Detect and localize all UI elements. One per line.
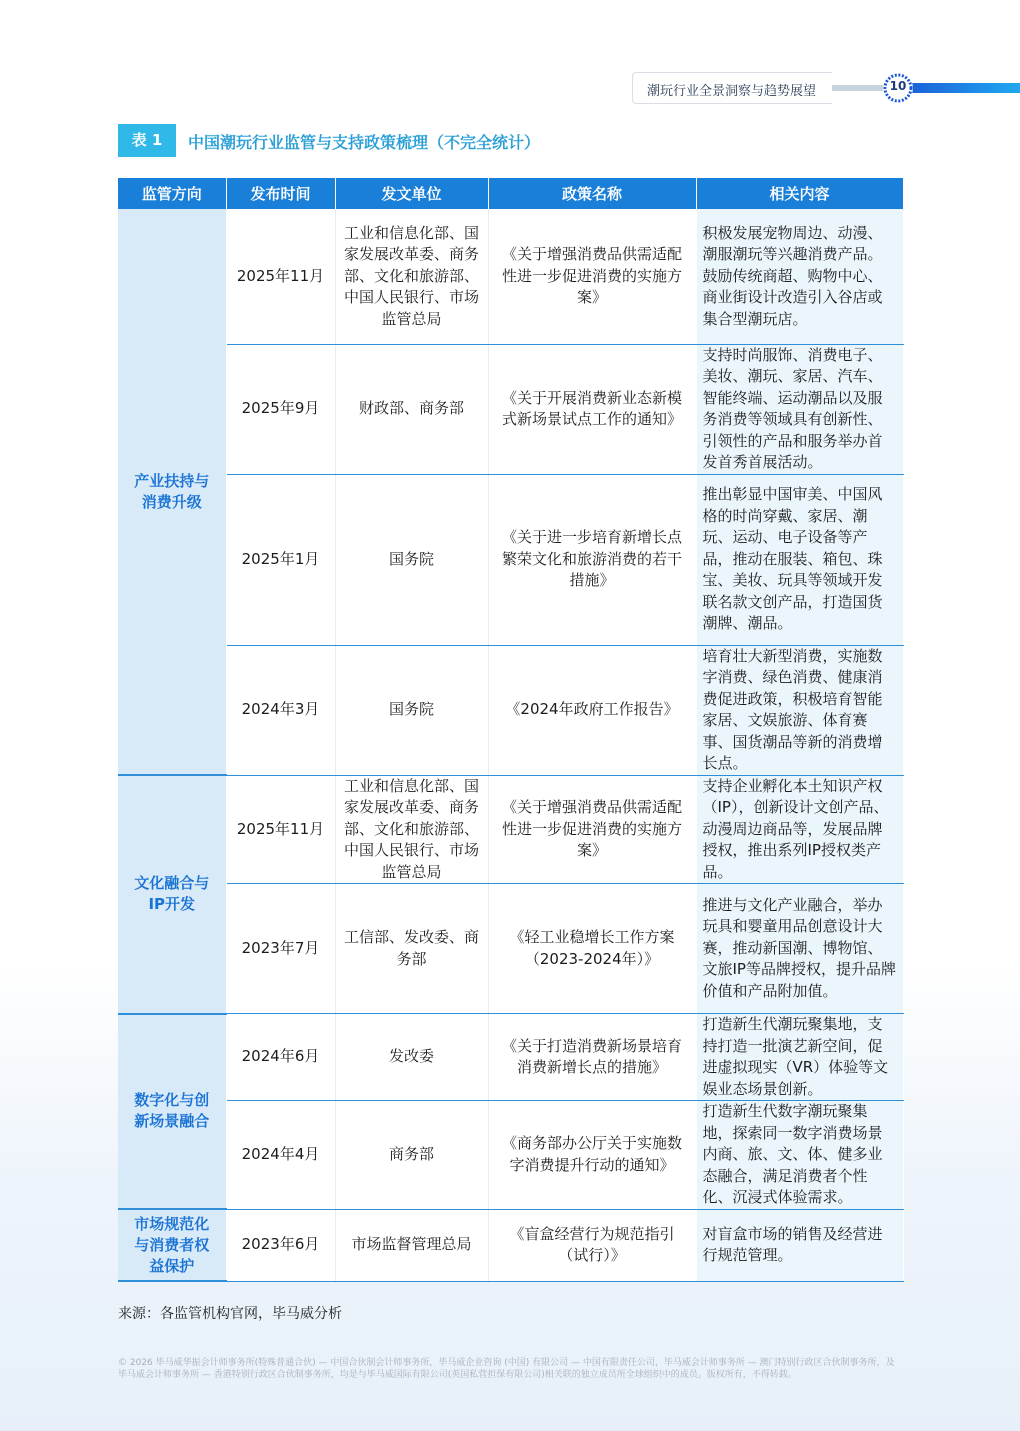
content-cell: 推出彰显中国审美、中国风格的时尚穿戴、家居、潮玩、运动、电子设备等产品，推动在服装、箱包、珠宝、美妆、玩具等领域开发联名款文创产品，打造国货潮牌、潮品。: [696, 474, 903, 645]
date-cell: 2025年9月: [226, 344, 335, 474]
column-header-direction: 监管方向: [118, 178, 226, 209]
date-cell: 2024年6月: [226, 1014, 335, 1101]
policy-cell: 《关于开展消费新业态新模式新场景试点工作的通知》: [488, 344, 696, 474]
date-cell: 2023年7月: [226, 884, 335, 1014]
policy-table: [118, 178, 904, 1282]
org-cell: 财政部、商务部: [335, 344, 488, 474]
content-cell: 打造新生代数字潮玩聚集地，探索同一数字消费场景内商、旅、文、体、健多业态融合，满足消费者个性化、沉浸式体验需求。: [696, 1101, 903, 1210]
date-cell: 2025年11月: [226, 209, 335, 344]
category-cell: [118, 775, 226, 1014]
org-cell: 国务院: [335, 645, 488, 775]
source-note: 来源：各监管机构官网，毕马威分析: [118, 1306, 342, 1322]
content-cell: 支持企业孵化本土知识产权（IP），创新设计文创产品、动漫周边商品等，发展品牌授权，推出系列IP授权类产品。: [696, 775, 903, 884]
category-cell: [118, 209, 226, 775]
table-row: [118, 1209, 903, 1281]
table-row: [118, 1014, 903, 1101]
column-header-policy: 政策名称: [488, 178, 696, 209]
org-cell: 工信部、发改委、商务部: [335, 884, 488, 1014]
table-row: [118, 645, 903, 775]
org-cell: 工业和信息化部、国家发展改革委、商务部、文化和旅游部、中国人民银行、市场监管总局: [335, 209, 488, 344]
policy-cell: 《关于增强消费品供需适配性进一步促进消费的实施方案》: [488, 775, 696, 884]
policy-cell: 《关于进一步培育新增长点繁荣文化和旅游消费的若干措施》: [488, 474, 696, 645]
table-row: [118, 1101, 903, 1210]
content-cell: 对盲盒市场的销售及经营进行规范管理。: [696, 1209, 903, 1281]
category-cell: [118, 1014, 226, 1210]
copyright-footer: © 2026 毕马威华振会计师事务所(特殊普通合伙) — 中国合伙制会计师事务所，毕马威企业咨询 (中国) 有限公司 — 中国有限责任公司，毕马威会计师事务所 — 澳门特别行政区合伙制事务所，及毕马威会计师事务所 — 香港特别行政区合伙制事务所，均是与毕马威国际有限公司(英国私营担保有限公司)相关联的独立成员所全球组织中的成员。版权所有，不得转载。: [118, 1358, 895, 1380]
policy-cell: 《商务部办公厅关于实施数字消费提升行动的通知》: [488, 1101, 696, 1210]
date-cell: 2023年6月: [226, 1209, 335, 1281]
table-title: 中国潮玩行业监管与支持政策梳理（不完全统计）: [188, 133, 541, 152]
content-cell: 推进与文化产业融合，举办玩具和婴童用品创意设计大赛，推动新国潮、博物馆、文旅IP等品牌授权，提升品牌价值和产品附加值。: [696, 884, 903, 1014]
org-cell: 商务部: [335, 1101, 488, 1210]
content-cell: 打造新生代潮玩聚集地，支持打造一批演艺新空间，促进虚拟现实（VR）体验等文娱业态场景创新。: [696, 1014, 903, 1101]
policy-cell: 《关于增强消费品供需适配性进一步促进消费的实施方案》: [488, 209, 696, 344]
table-row: [118, 775, 903, 884]
org-cell: 工业和信息化部、国家发展改革委、商务部、文化和旅游部、中国人民银行、市场监管总局: [335, 775, 488, 884]
date-cell: 2024年4月: [226, 1101, 335, 1210]
content-cell: 积极发展宠物周边、动漫、潮服潮玩等兴趣消费产品。鼓励传统商超、购物中心、商业街设计改造引入谷店或集合型潮玩店。: [696, 209, 903, 344]
org-cell: 国务院: [335, 474, 488, 645]
content-cell: 培育壮大新型消费，实施数字消费、绿色消费、健康消费促进政策，积极培育智能家居、文娱旅游、体育赛事、国货潮品等新的消费增长点。: [696, 645, 903, 775]
table-row: [118, 344, 903, 474]
date-cell: 2024年3月: [226, 645, 335, 775]
date-cell: 2025年1月: [226, 474, 335, 645]
table-caption: [118, 124, 902, 157]
table-row: [118, 209, 903, 344]
table-row: [118, 884, 903, 1014]
category-label: 文化融合与IP开发: [134, 874, 210, 914]
org-cell: 发改委: [335, 1014, 488, 1101]
page-number: 10: [889, 79, 907, 93]
category-label: 市场规范化与消费者权益保护: [134, 1214, 210, 1275]
table-label: 表 1: [118, 124, 176, 157]
date-cell: 2025年11月: [226, 775, 335, 884]
table-header-row: [118, 178, 903, 209]
column-header-content: 相关内容: [696, 178, 903, 209]
policy-cell: 《轻工业稳增长工作方案（2023-2024年）》: [488, 884, 696, 1014]
content-cell: 支持时尚服饰、消费电子、美妆、潮玩、家居、汽车、智能终端、运动潮品以及服务消费等领域具有创新性、引领性的产品和服务举办首发首秀首展活动。: [696, 344, 903, 474]
table-row: [118, 474, 903, 645]
category-cell: [118, 1209, 226, 1281]
column-header-date: 发布时间: [226, 178, 335, 209]
org-cell: 市场监督管理总局: [335, 1209, 488, 1281]
header-title-box: [632, 72, 832, 104]
column-header-org: 发文单位: [335, 178, 488, 209]
category-label: 产业扶持与消费升级: [134, 471, 210, 511]
policy-cell: 《关于打造消费新场景培育消费新增长点的措施》: [488, 1014, 696, 1101]
policy-cell: 《2024年政府工作报告》: [488, 645, 696, 775]
report-title: 潮玩行业全景洞察与趋势展望: [647, 84, 817, 99]
page-header: [632, 72, 1020, 104]
policy-cell: 《盲盒经营行为规范指引（试行）》: [488, 1209, 696, 1281]
category-label: 数字化与创新场景融合: [134, 1091, 210, 1131]
